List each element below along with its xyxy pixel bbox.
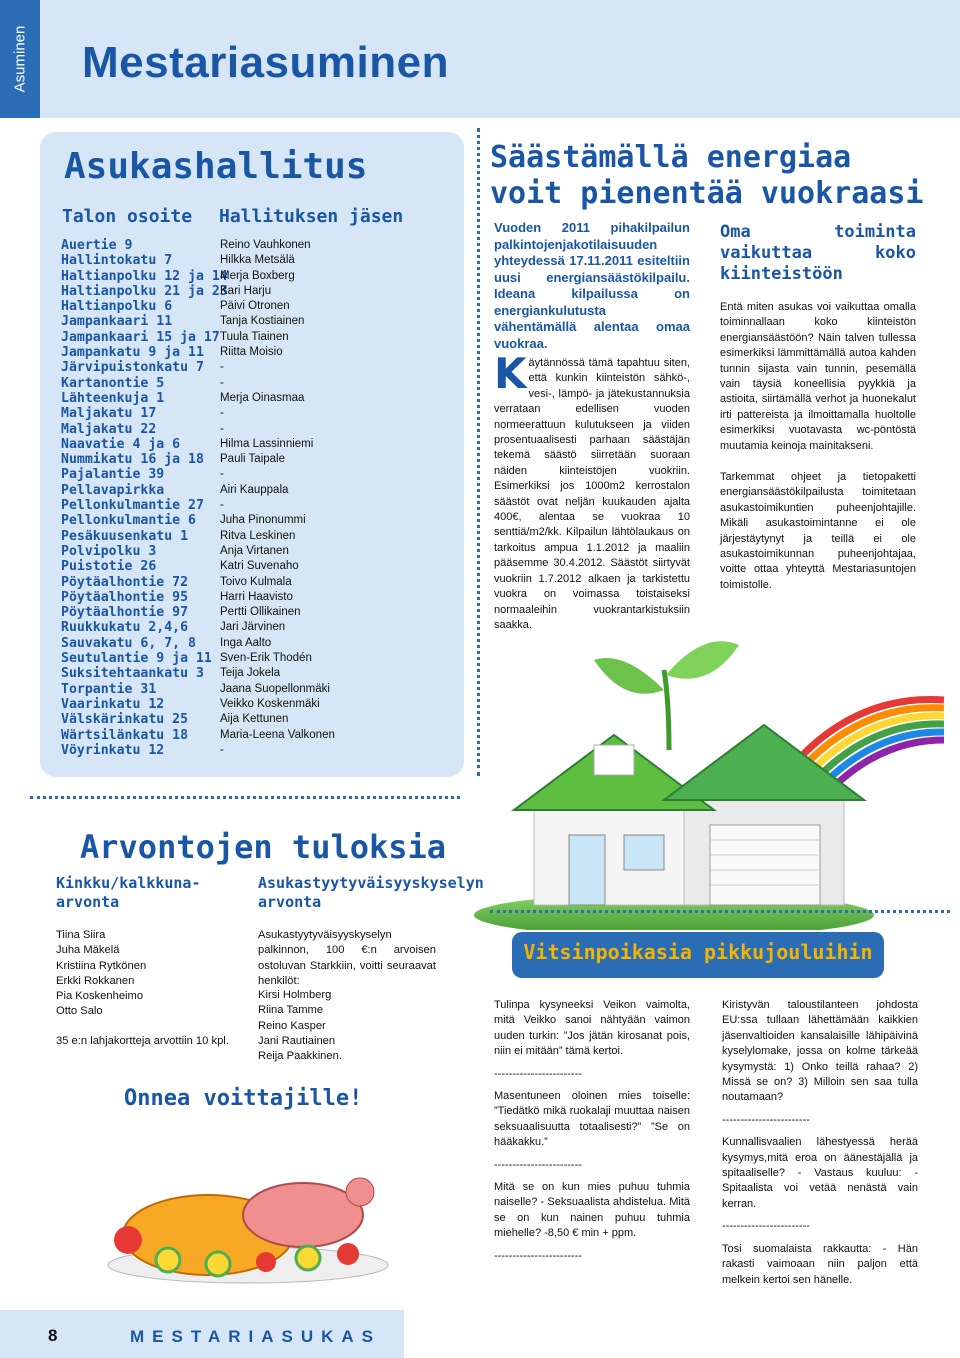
member-item: - [220,499,224,512]
joke-paragraph: Kunnallisvaalien lähestyessä herää kysymys,mitä eroa on äänestäjällä ja spitaaliselle? - Vastaus kuuluu: - Spitaalista voi vetää nenästä vain kerran. [722,1136,918,1210]
address-item: Vöyrinkatu 12 [61,742,165,758]
address-item: Sauvakatu 6, 7, 8 [61,635,196,651]
member-item: Harri Haavisto [220,590,293,603]
address-item: Jampankaari 11 [61,314,173,330]
member-item: Teija Jokela [220,667,281,680]
joke-paragraph: ------------------------ [494,1249,582,1262]
address-item: Naavatie 4 ja 6 [61,436,181,452]
side-paragraph-2: Tarkemmat ohjeet ja tietopaketti energiansäästökilpailusta toimitetaan asukastoimikuntien puheenjohtajille. Mikäli asukastoimintanne ei ole järjestäytynyt ja teillä ei ole asukastoimikunnan puheenjohtajaa, voitte ottaa yhteyttä Mestariasuntojen toimistolle. [720,471,916,591]
address-item: Pöytäalhontie 95 [61,589,189,605]
member-item: Merja Boxberg [220,269,295,282]
address-item: Puistotie 26 [61,559,157,575]
member-item: Katri Suvenaho [220,560,299,573]
address-item: Lähteenkuja 1 [61,390,165,406]
joke-paragraph: ------------------------ [722,1220,810,1233]
joke-paragraph: ------------------------ [494,1158,582,1171]
address-item: Haltianpolku 12 ja 14 [61,268,228,284]
survey-winners-list [258,988,342,1064]
lottery-title: Arvontojen tuloksia [80,828,447,866]
address-item: Haltianpolku 21 ja 23 [61,283,228,299]
address-item: Seutulantie 9 ja 11 [61,651,212,667]
ham-lottery-heading: Kinkku/kalkkuna-arvonta [56,874,201,911]
member-item: Maria-Leena Valkonen [220,728,335,741]
address-item: Jampankatu 9 ja 11 [61,345,204,361]
winner-item: Juha Mäkelä [56,944,120,957]
member-item: Inga Aalto [220,636,272,649]
address-item: Välskärinkatu 25 [61,712,189,728]
address-item: Maljakatu 22 [61,421,157,437]
member-item: - [220,361,224,374]
member-item: Hilma Lassinniemi [220,437,314,450]
joke-paragraph: Kiristyvän taloustilanteen johdosta EU:ssa tullaan lähettämään kaikkien jäsenvaltioiden kansalaisille lähipäivinä kyselylomake, jossa on kolme tärkeää kysymystä: 1) Onko teillä rahaa? 2) Missä se on? 3) Milloin sen saa tulla noutamaan? [722,999,918,1104]
energy-title-line1: Säästämällä energiaa [490,140,852,175]
side-paragraph-1: Entä miten asukas voi vaikuttaa omalla toiminnallaan koko kiinteistön energiansäästöön? Näin talven tullessa esimerkiksi lämmittämällä autoa kahden tunnin sijasta vain tunnin, pesemällä vain täysiä koneellisia pyykkiä ja astioita, siirtämällä verhot ja huonekalut irti pattereista ja ilmoittamalla huoltolle esimerkiksi vuotavasta wc-pöntöstä muutamia keinoja mainitakseni. [720,301,916,452]
member-item: Jari Järvinen [220,621,286,634]
survey-text: Asukastyytyväisyyskyselyn palkinnon, 100 €:n arvoisen ostoluvan Starkkiin, voitti seuraavat henkilöt: [258,929,436,987]
winner-item: Pia Koskenheimo [56,990,144,1003]
joke-paragraph: Tosi suomalaista rakkautta: - Hän rakasti vaimoaan niin paljon että melkein kertoi sen hänelle. [722,1242,918,1286]
winner-item: Kristiina Rytkönen [56,959,147,972]
side-heading: Oma toiminta vaikuttaa koko kiinteistöön [720,222,916,284]
member-item: - [220,422,224,435]
survey-lottery-heading: Asukastyytyväisyyskyselyn arvonta [258,874,484,911]
member-item: - [220,743,224,756]
member-item: - [220,376,224,389]
address-item: Suksitehtaankatu 3 [61,666,204,682]
joke-paragraph: Mitä se on kun mies puhuu tuhmia naiselle? - Seksuaalista ahdistelua. Mitä se on kun nainen puhuu tuhmia miehelle? -8,50 € min + ppm. [494,1181,690,1240]
drop-cap: K [494,349,527,398]
joke-paragraph: Masentuneen oloinen mies toiselle: ”Tiedätkö mikä ruokalaji muuttaa naisen seksuaalisuutta totaalisesti?” ”Se on hääkakku.” [494,1090,690,1149]
member-item: Kari Harju [220,284,272,297]
address-item: Hallintokatu 7 [61,253,173,269]
horizontal-separator-left [30,796,460,799]
members-header: Hallituksen jäsen [219,206,404,227]
member-item: Pertti Ollikainen [220,606,301,619]
section-tab [0,0,40,118]
address-item: Maljakatu 17 [61,406,157,422]
magazine-name: MESTARIASUKAS [130,1327,382,1346]
address-item: Jampankaari 15 ja 17 [61,329,220,345]
address-item: Vaarinkatu 12 [61,696,165,712]
energy-lead: Vuoden 2011 pihakilpailun palkintojenjakotilaisuuden yhteydessä 17.11.2011 esiteltiin uusi energiansäästökilpailu. Ideana kilpailussa on energiankulutusta vähentämällä alentaa omaa vuokraa. [494,220,690,351]
address-item: Pellonkulmantie 6 [61,513,196,529]
address-header: Talon osoite [62,206,193,227]
winner-item: Kirsi Holmberg [258,989,332,1001]
address-item: Torpantie 31 [61,681,157,697]
member-item: Ritva Leskinen [220,529,296,542]
address-item: Nummikatu 16 ja 18 [61,452,204,468]
member-item: Päivi Otronen [220,300,290,313]
ham-winners-list [56,928,146,1020]
board-title: Asukashallitus [64,146,368,187]
page-number: 8 [48,1326,58,1345]
address-item: Kartanontie 5 [61,375,165,391]
address-item: Pöytäalhontie 97 [61,605,189,621]
member-item: Reino Vauhkonen [220,239,311,251]
energy-title-line2: voit pienentää vuokraasi [490,176,924,211]
page-title: Mestariasuminen [82,38,449,87]
member-item: Riitta Moisio [220,346,283,359]
winner-item: Otto Salo [56,1005,103,1018]
jokes-left-column [494,998,690,1271]
address-item: Haltianpolku 6 [61,299,173,315]
member-item: Airi Kauppala [220,483,289,496]
jokes-right-column [722,998,918,1295]
address-item: Pajalantie 39 [61,467,165,483]
winner-item: Tiina Siira [56,929,106,941]
joke-paragraph: ------------------------ [722,1113,810,1126]
winner-item: Riina Tamme [258,1004,324,1017]
joke-paragraph: ------------------------ [494,1067,582,1080]
roast-pig-illustration [98,1130,398,1290]
address-item: Polvipolku 3 [61,543,157,559]
member-item: Veikko Koskenmäki [220,697,320,710]
winner-item: Reino Kasper [258,1019,326,1032]
address-list [61,238,228,758]
winner-item: Erkki Rokkanen [56,974,135,987]
member-item: Hilkka Metsälä [220,254,295,267]
member-item: Toivo Kulmala [220,575,292,588]
address-item: Järvipuistonkatu 7 [61,360,204,376]
member-item: Merja Oinasmaa [220,391,305,404]
energy-body [494,349,690,633]
member-item: Aija Kettunen [220,713,289,726]
address-item: Pesäkuusenkatu 1 [61,528,189,544]
member-item: Pauli Taipale [220,453,286,466]
address-item: Ruukkukatu 2,4,6 [61,620,189,636]
section-tab-label: Asuminen [11,25,29,93]
member-item: Tanja Kostiainen [220,315,305,328]
member-item: - [220,407,224,420]
address-item: Pellavapirkka [61,482,165,498]
address-item: Pöytäalhontie 72 [61,574,189,590]
joke-paragraph: Tulinpa kysyneeksi Veikon vaimolta, mitä Veikko sanoi nähtyään vaimon uuden turkin: ”Jos jätän kirosanat pois, niin ei mitään” tämä kertoi. [494,999,690,1058]
winner-item: Reija Paakkinen. [258,1050,342,1063]
leaf-icon [594,658,664,694]
member-item: - [220,468,224,481]
member-item: Jaana Suopellonmäki [220,682,330,695]
energy-body-text: äytännössä tämä tapahtuu siten, että kunkin kiinteistön sähkö-, vesi-, lämpö- ja jätekustannuksia verrataan edellisen vuoden normeerattuun kulutukseen ja viiden prosentuaalisesti parhaan säästäjän tekemä säästö siirretään suoraan näiden kiinteistöjen vuokriin. Esimerkiksi jos 1000m2 kerrostalon säästöt ovat neljän kuukauden ajalta 400€, alentaa se vuokraa 10 senttiä/m2/kk. Kilpailun lähtölaukaus on tarkoitus ampua 1.1.2012 ja maaliin pääsemme 30.4.2012. Säästöt siirtyvät vuokriin 1.7.2012 alkaen ja tarkistettu vuokra on voimassa toistaiseksi normaaleihin vuokrantarkistuksiin saakka. [494,357,690,631]
winner-item: Jani Rautiainen [258,1034,336,1047]
jokes-title: Vitsinpoikasia pikkujouluihin [523,940,873,964]
member-item: Anja Virtanen [220,544,289,557]
member-list [220,238,335,758]
energy-title [490,140,950,212]
member-item: Tuula Tiainen [220,330,289,343]
address-item: Pellonkulmantie 27 [61,498,204,514]
green-house-illustration [474,630,950,930]
ham-note: 35 e:n lahjakortteja arvottiin 10 kpl. [56,1035,229,1047]
member-item: Juha Pinonummi [220,514,306,527]
member-item: Sven-Erik Thodén [220,652,312,665]
address-item: Auertie 9 [61,238,133,253]
congrats-text: Onnea voittajille! [124,1086,363,1111]
horizontal-separator-right [490,910,950,913]
address-item: Wärtsilänkatu 18 [61,727,189,743]
